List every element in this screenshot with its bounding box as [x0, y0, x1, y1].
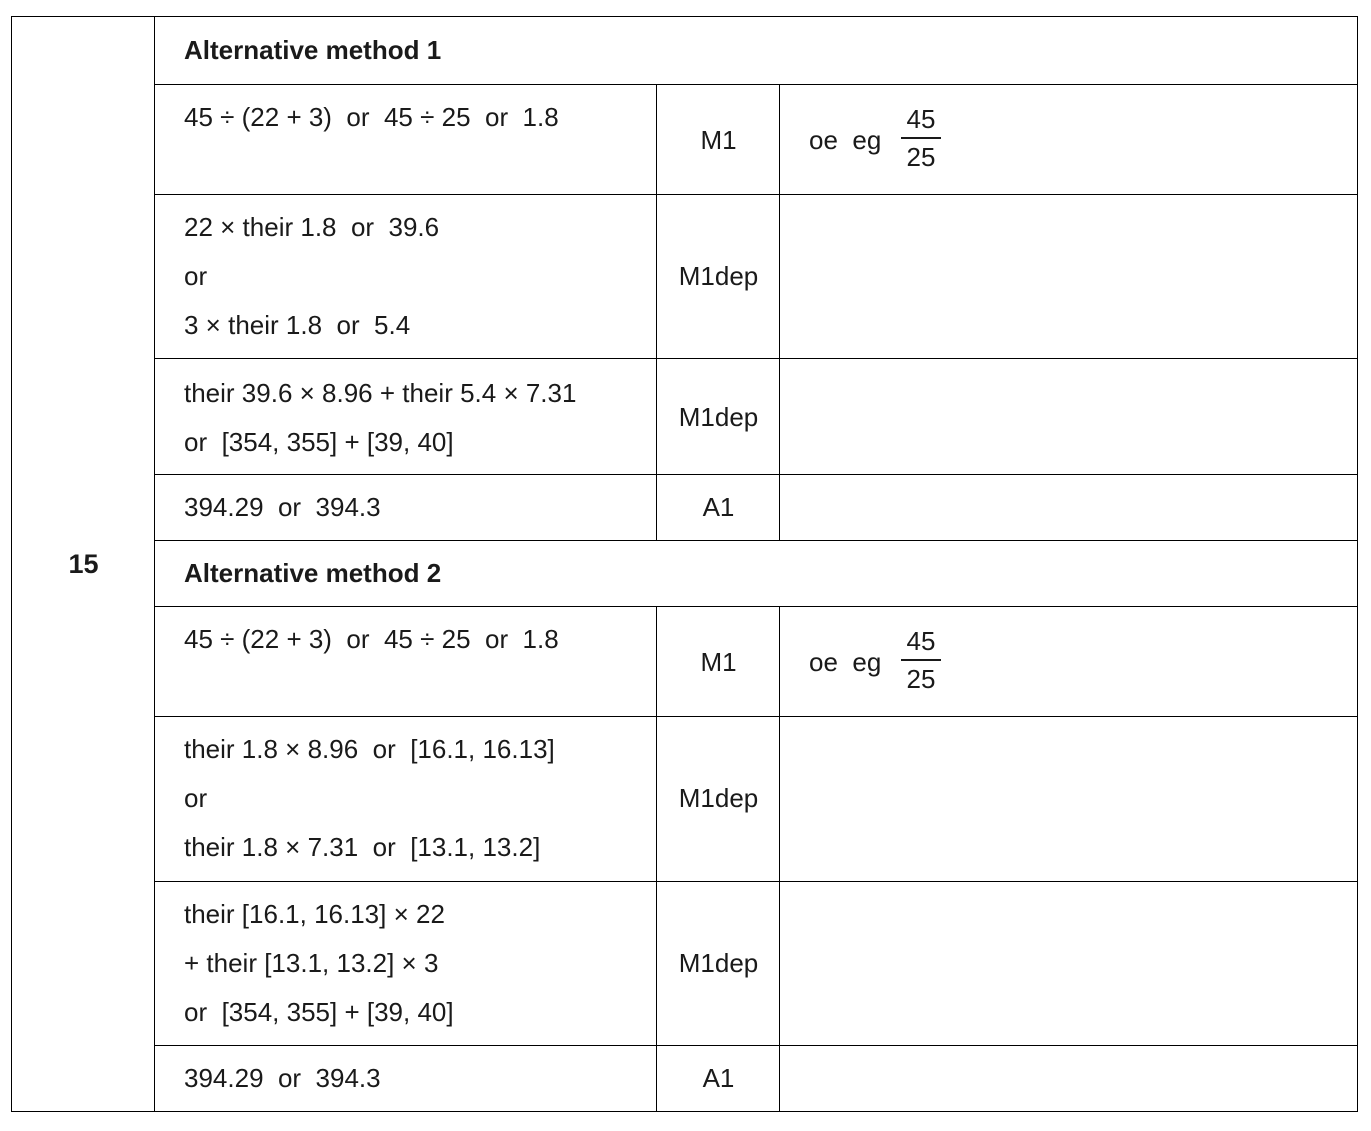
table-row [155, 881, 1358, 1045]
mark-code: M1dep [678, 402, 759, 432]
mark-scheme-table [11, 16, 1358, 1112]
working-line: + their [13.1, 13.2] × 3 [184, 948, 439, 978]
working-line: or [354, 355] + [39, 40] [184, 427, 454, 457]
working-line: 3 × their 1.8 or 5.4 [184, 310, 411, 340]
question-number-cell [12, 17, 155, 1111]
comment-cell [780, 1046, 1358, 1111]
working-line: 394.29 or 394.3 [184, 492, 381, 522]
table-row [155, 358, 1358, 474]
mark-cell [657, 1046, 780, 1111]
fraction-denominator: 25 [906, 142, 936, 172]
mark-code: A1 [702, 492, 735, 522]
working-cell [155, 882, 657, 1045]
mark-code: M1 [700, 647, 737, 677]
working-cell [155, 195, 657, 358]
table-row [155, 1045, 1358, 1111]
fraction-numerator: 45 [906, 104, 936, 134]
fraction-denominator: 25 [906, 664, 936, 694]
mark-code: M1dep [678, 948, 759, 978]
working-line: or [184, 261, 208, 291]
comment-cell [780, 195, 1358, 358]
comment-text: oe eg [809, 647, 882, 677]
mark-code: M1dep [678, 261, 759, 291]
table-row [155, 716, 1358, 881]
mark-cell [657, 475, 780, 540]
working-cell [155, 85, 657, 194]
comment-cell [780, 882, 1358, 1045]
working-cell [155, 475, 657, 540]
fraction-bar [901, 137, 941, 139]
mark-cell [657, 607, 780, 716]
mark-cell [657, 359, 780, 474]
working-line: their 1.8 × 8.96 or [16.1, 16.13] [184, 734, 555, 764]
mark-cell [657, 882, 780, 1045]
comment-text: oe eg [809, 125, 882, 155]
table-row [155, 84, 1358, 194]
comment-cell [780, 359, 1358, 474]
mark-cell [657, 717, 780, 881]
working-line: their 1.8 × 7.31 or [13.1, 13.2] [184, 832, 541, 862]
question-number: 15 [68, 549, 99, 579]
working-line: 45 ÷ (22 + 3) or 45 ÷ 25 or 1.8 [184, 624, 559, 654]
mark-cell [657, 85, 780, 194]
working-line: their 39.6 × 8.96 + their 5.4 × 7.31 [184, 378, 577, 408]
working-cell [155, 1046, 657, 1111]
fraction [901, 104, 941, 172]
fraction-bar [901, 659, 941, 661]
mark-code: M1 [700, 125, 737, 155]
working-cell [155, 607, 657, 716]
working-line: or [184, 783, 208, 813]
method-header [155, 17, 1358, 84]
working-line: 22 × their 1.8 or 39.6 [184, 212, 440, 242]
working-line: their [16.1, 16.13] × 22 [184, 899, 445, 929]
working-cell [155, 717, 657, 881]
method-header [155, 540, 1358, 606]
working-line: 45 ÷ (22 + 3) or 45 ÷ 25 or 1.8 [184, 102, 559, 132]
comment-cell [780, 717, 1358, 881]
comment-cell [780, 475, 1358, 540]
working-line: or [354, 355] + [39, 40] [184, 997, 454, 1027]
fraction [901, 626, 941, 694]
working-cell [155, 359, 657, 474]
table-row [155, 606, 1358, 716]
mark-code: M1dep [678, 783, 759, 813]
comment-cell [780, 607, 1358, 716]
method-title: Alternative method 1 [184, 35, 442, 65]
method-title: Alternative method 2 [184, 558, 442, 588]
comment-cell [780, 85, 1358, 194]
mark-code: A1 [702, 1063, 735, 1093]
mark-cell [657, 195, 780, 358]
table-row [155, 474, 1358, 540]
working-line: 394.29 or 394.3 [184, 1063, 381, 1093]
fraction-numerator: 45 [906, 626, 936, 656]
table-row [155, 194, 1358, 358]
